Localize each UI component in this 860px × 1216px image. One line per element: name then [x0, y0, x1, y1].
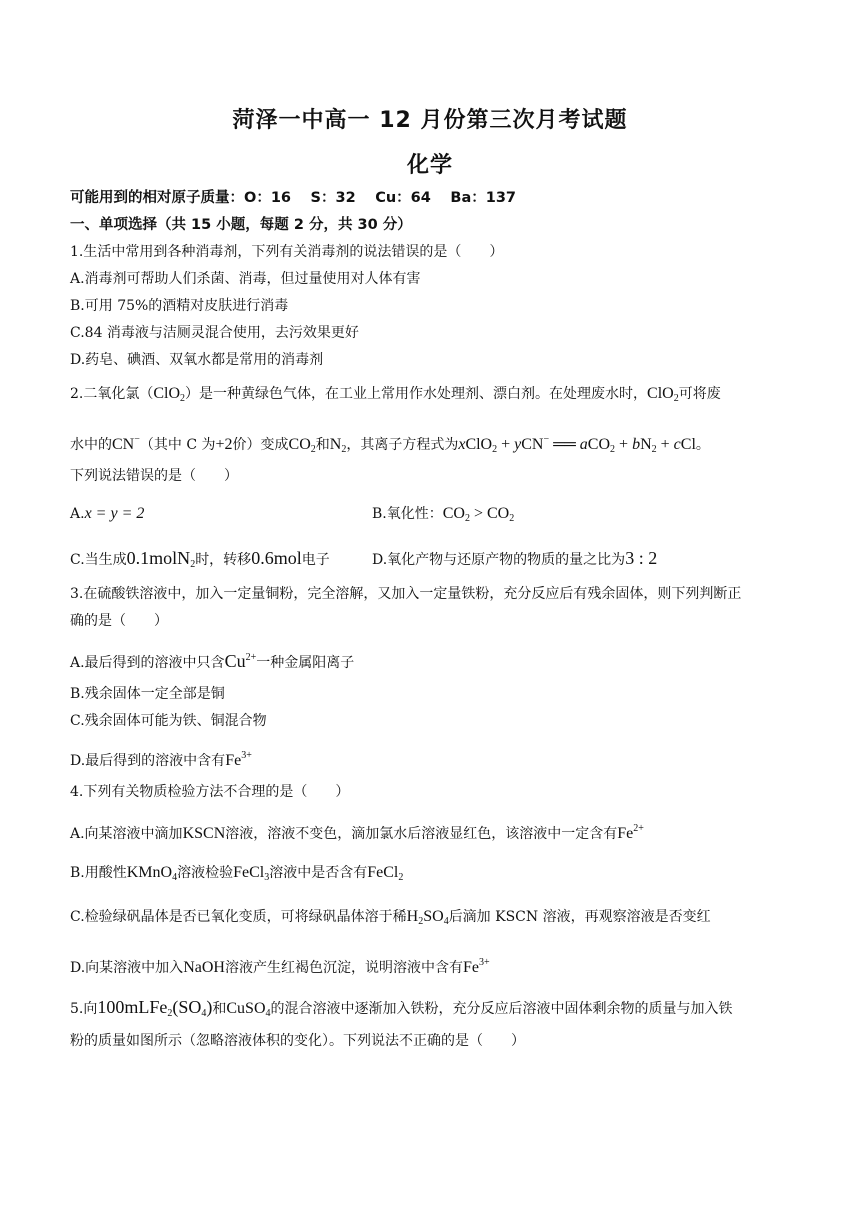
- q2-option-b: B.氧化性：$CO_2 > CO_2$: [372, 505, 515, 524]
- q2-option-c: C.当生成0.1molN$_2$时，转移0.6mol电子: [70, 548, 330, 570]
- q2-option-d: D.氧化产物与还原产物的物质的量之比为3 : 2: [372, 548, 658, 568]
- section-heading: 一、单项选择（共 15 小题，每题 2 分，共 30 分）: [70, 217, 412, 233]
- q4-stem: 4.下列有关物质检验方法不合理的是（ ）: [70, 784, 350, 800]
- q2-option-a: A.x = y = 2: [70, 505, 145, 522]
- q4-option-c: C.检验绿矾晶体是否已氧化变质，可将绿矾晶体溶于稀$H_2SO_4$后滴加 KSCN 溶液，再观察溶液是否变红: [70, 908, 711, 927]
- q5-line-2: 粉的质量如图所示（忽略溶液体积的变化）。下列说法不正确的是（ ）: [70, 1033, 525, 1049]
- q3-line-2: 确的是（ ）: [70, 613, 168, 629]
- q2-line-1: 2.二氧化氯（ClO$_2$）是一种黄绿色气体，在工业上常用作水处理剂、漂白剂。在处理废水时，ClO$_2$可将废: [70, 385, 721, 404]
- q3-option-c: C.残余固体可能为铁、铜混合物: [70, 713, 267, 729]
- q4-option-a: A.向某溶液中滴加KSCN溶液，溶液不变色，滴加氯水后溶液显红色，该溶液中一定含有$Fe^{2+}$: [70, 823, 644, 842]
- exam-title: 菏泽一中高一 12 月份第三次月考试题: [232, 108, 628, 133]
- q2-line-2: 水中的CN−（其中 C 为+2价）变成$CO_2$和$N_2$，其离子方程式为xClO$_2$ + yCN− ══ $aCO_2 + bN_2$ + cCl。: [70, 434, 710, 455]
- q3-option-d: D.最后得到的溶液中含有$Fe^{3+}$: [70, 750, 252, 769]
- atomic-mass-line: 可能用到的相对原子质量：O：16 S：32 Cu：64 Ba：137: [70, 190, 517, 206]
- q4-option-d: D.向某溶液中加入NaOH溶液产生红褐色沉淀，说明溶液中含有$Fe^{3+}$: [70, 957, 490, 976]
- q2-ionic-equation: xClO$_2$ + yCN− ══ $aCO_2 + bN_2$ + cCl: [458, 434, 696, 455]
- q1-stem: 1.生活中常用到各种消毒剂，下列有关消毒剂的说法错误的是（ ）: [70, 244, 504, 260]
- q2-line-3: 下列说法错误的是（ ）: [70, 468, 238, 484]
- q1-option-d: D.药皂、碘酒、双氧水都是常用的消毒剂: [70, 352, 324, 368]
- q4-option-b: B.用酸性KMnO$_4$溶液检验FeCl$_3$溶液中是否含有FeCl$_2$: [70, 864, 404, 883]
- q1-option-b: B.可用 75%的酒精对皮肤进行消毒: [70, 298, 289, 314]
- q1-option-c: C.84 消毒液与洁厕灵混合使用，去污效果更好: [70, 325, 359, 341]
- q3-option-a: A.最后得到的溶液中只含$Cu^{2+}$一种金属阳离子: [70, 651, 355, 671]
- subject-title: 化学: [406, 153, 453, 178]
- q3-option-b: B.残余固体一定全部是铜: [70, 686, 225, 702]
- q1-option-a: A.消毒剂可帮助人们杀菌、消毒，但过量使用对人体有害: [70, 271, 421, 287]
- q3-line-1: 3.在硫酸铁溶液中，加入一定量铜粉，完全溶解，又加入一定量铁粉，充分反应后有残余固体，则下列判断正: [70, 586, 742, 602]
- q5-line-1: 5.向$100mLFe_2(SO_4)$和CuSO$_4$的混合溶液中逐渐加入铁粉，充分反应后溶液中固体剩余物的质量与加入铁: [70, 997, 733, 1019]
